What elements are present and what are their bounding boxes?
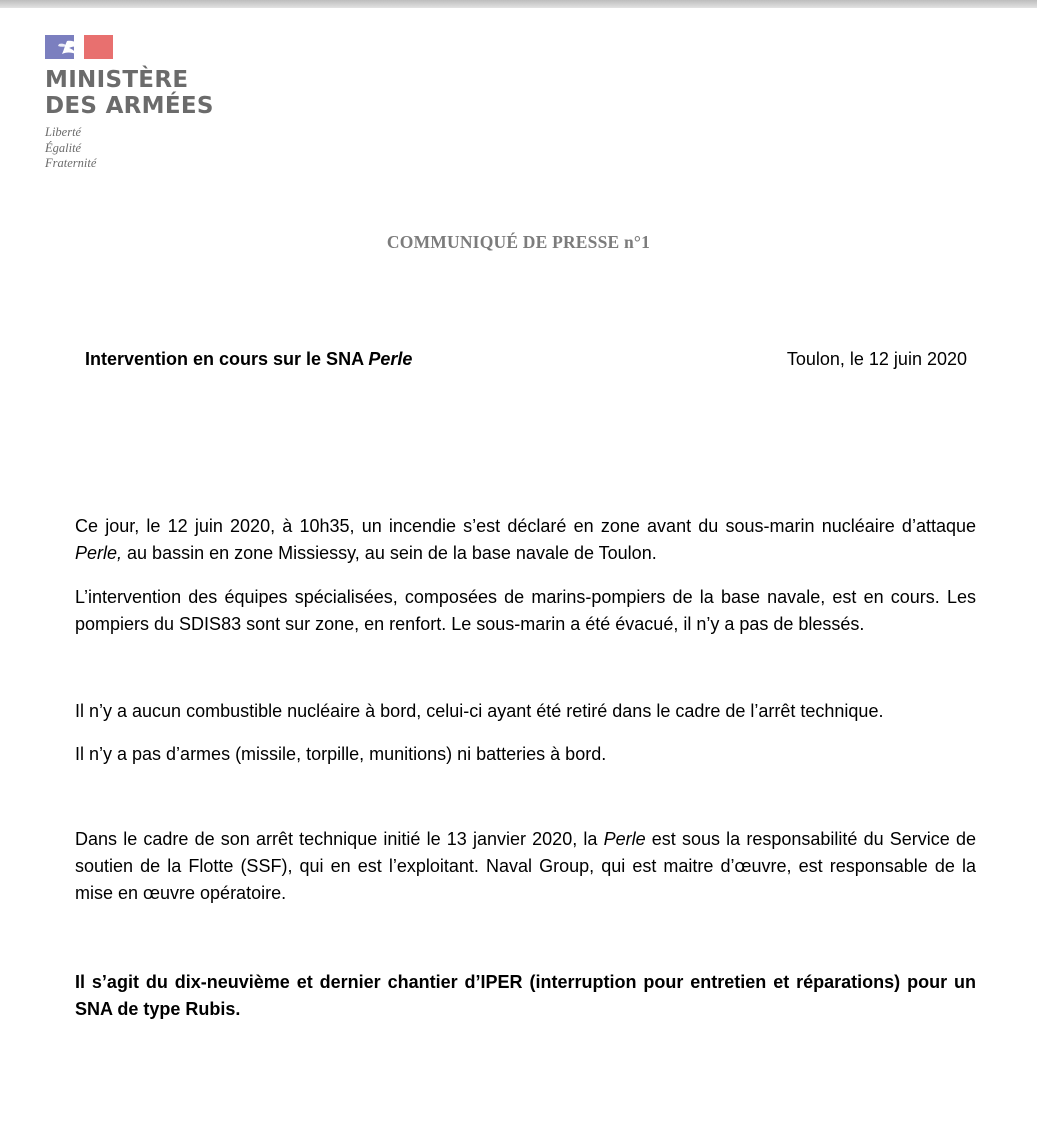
- window-top-border: [0, 0, 1037, 8]
- press-release-headline: [85, 349, 412, 370]
- paragraph-3-text: Il n’y a aucun combustible nucléaire à bord, celui-ci ayant été retiré dans le cadre de l’arrêt technique.: [75, 701, 884, 721]
- paragraph-4-text: Il n’y a pas d’armes (missile, torpille, munitions) ni batteries à bord.: [75, 744, 607, 764]
- dateline: Toulon, le 12 juin 2020: [786, 349, 967, 369]
- paragraph-6: [75, 969, 976, 1023]
- motto-liberte: Liberté: [45, 125, 82, 139]
- paragraph-5-vessel-name: Perle: [603, 829, 646, 849]
- ministry-name-line2: DES ARMÉES: [45, 93, 214, 119]
- ministry-name-line1: MINISTÈRE: [45, 67, 189, 93]
- headline-prefix: Intervention en cours sur le SNA: [85, 349, 369, 369]
- paragraph-1-part-a: Ce jour, le 12 juin 2020, à 10h35, un incendie s’est déclaré en zone avant du sous-marin nucléaire d’attaque: [75, 516, 976, 536]
- paragraph-3: [75, 698, 976, 725]
- paragraph-2: [75, 584, 976, 638]
- motto-fraternite: Fraternité: [45, 156, 97, 170]
- paragraph-5-part-a: Dans le cadre de son arrêt technique initié le 13 janvier 2020, la: [75, 829, 604, 849]
- document-page: [0, 8, 1037, 1131]
- press-release-title: COMMUNIQUÉ DE PRESSE n°1: [386, 232, 651, 252]
- paragraph-6-text: Il s’agit du dix-neuvième et dernier chantier d’IPER (interruption pour entretien et réparations) pour un SNA de type Rubis.: [75, 972, 976, 1019]
- paragraph-5: [75, 826, 976, 907]
- paragraph-1: [75, 513, 976, 567]
- republic-motto: [45, 125, 245, 172]
- marianne-emblem-icon: [45, 35, 113, 59]
- ministry-logo: [45, 35, 245, 172]
- paragraph-1-vessel-name: Perle,: [75, 543, 123, 563]
- paragraph-4: [75, 741, 976, 768]
- paragraph-5-part-b: est sous la responsabilité du Service de soutien de la Flotte (SSF), qui en est l’exploitant. Naval Group, qui est maitre d’œuvre, est responsable de la mise en œuvre opératoire.: [75, 829, 976, 903]
- headline-vessel-name: Perle: [368, 349, 413, 369]
- ministry-name: [45, 67, 245, 119]
- motto-egalite: Égalité: [45, 140, 82, 155]
- paragraph-1-part-b: au bassin en zone Missiessy, au sein de la base navale de Toulon.: [122, 543, 657, 563]
- paragraph-2-text: L’intervention des équipes spécialisées, composées de marins-pompiers de la base navale, est en cours. Les pompiers du SDIS83 sont sur zone, en renfort. Le sous-marin a été évacué, il n’y a pas de blessés.: [75, 587, 976, 634]
